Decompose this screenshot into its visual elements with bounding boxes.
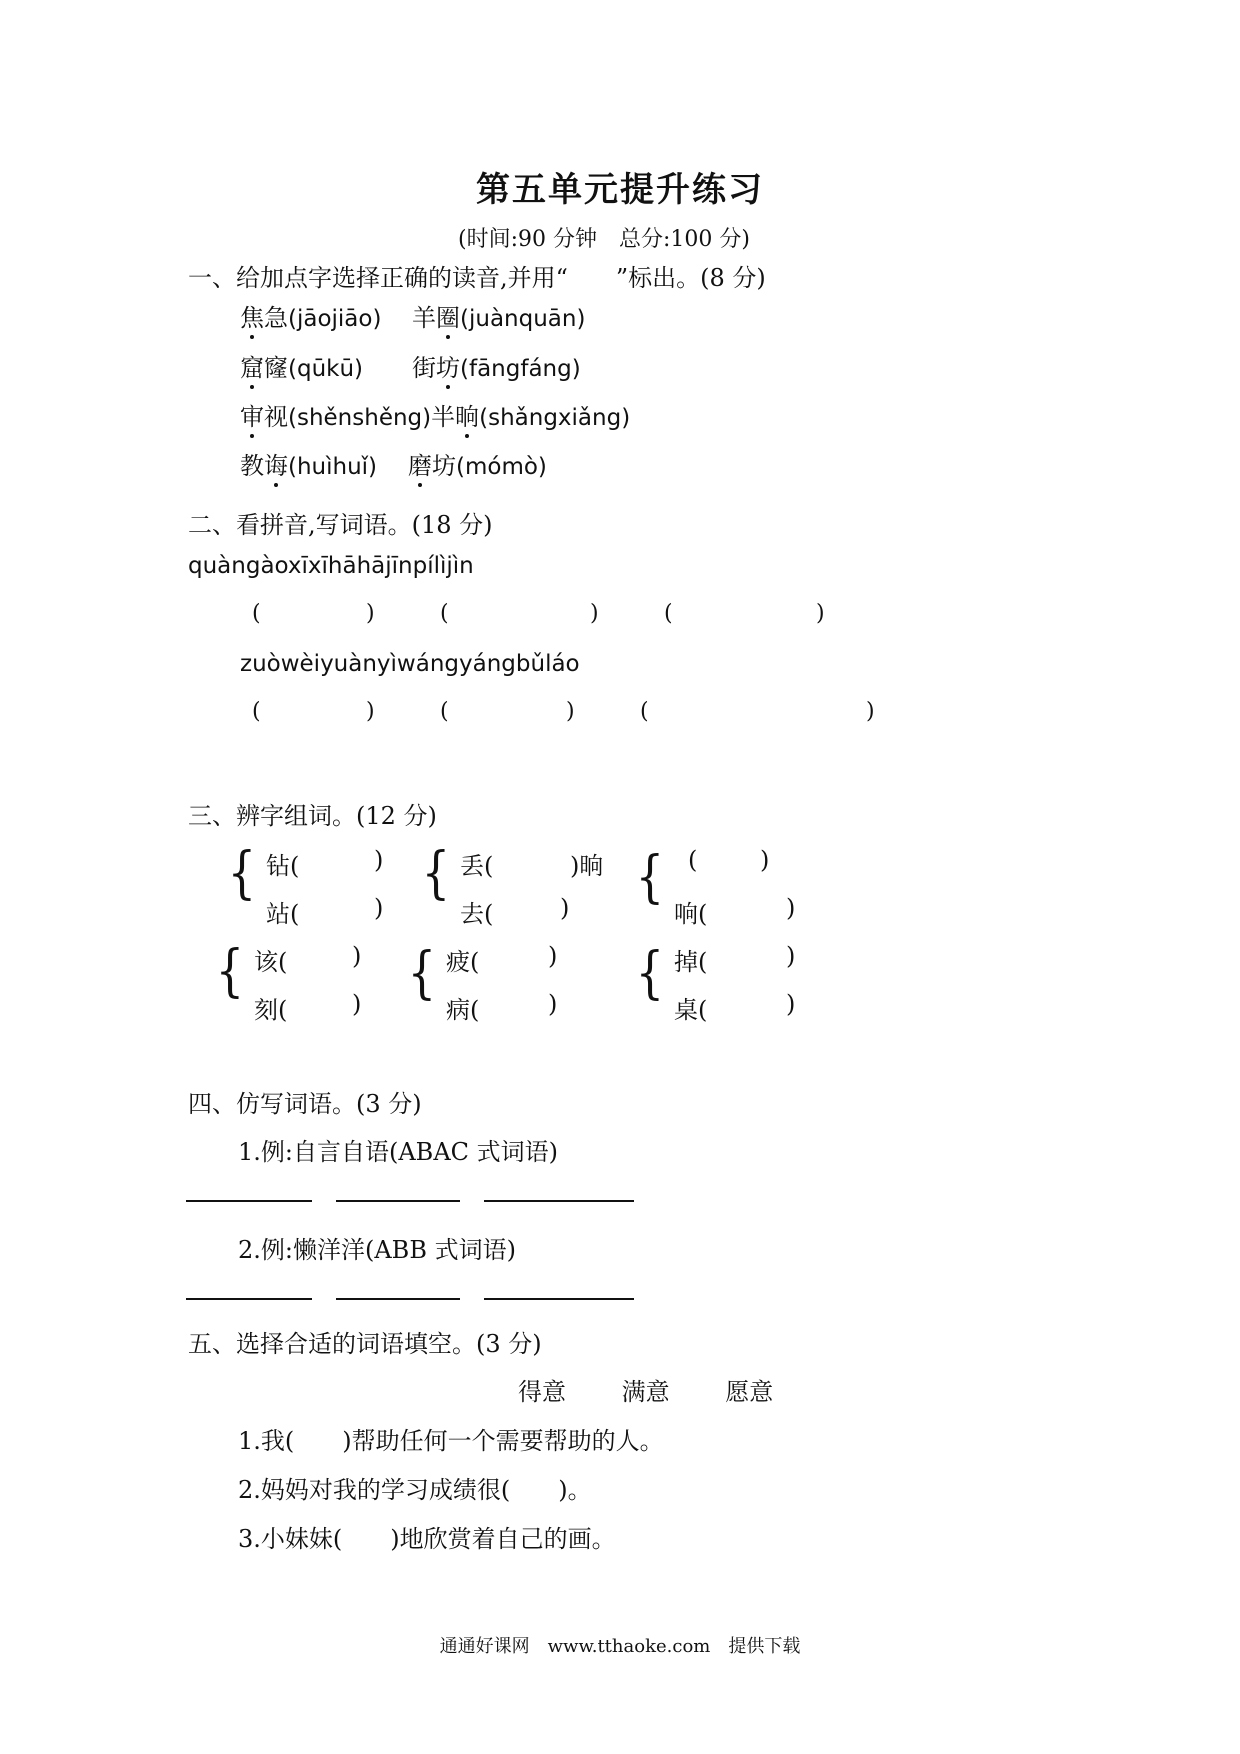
section-4-heading: 四、仿写词语。(3 分) — [188, 1090, 422, 1118]
s1-pinyin: (shěnshěng) — [288, 405, 432, 431]
choice-word: 愿意 — [725, 1378, 774, 1406]
section-5-heading: 五、选择合适的词语填空。(3 分) — [188, 1330, 542, 1358]
pair-a-top — [266, 846, 299, 881]
answer-blank-close: ) — [590, 601, 599, 626]
choice-word: 得意 — [518, 1378, 566, 1406]
answer-blank-open[interactable]: ( — [664, 601, 673, 626]
footer-source: 通通好课网 www.tthaoke.com 提供下载 — [439, 1636, 801, 1657]
pair-c-top-close: ) — [760, 846, 770, 874]
pair-e-bottom: 病( — [446, 996, 480, 1024]
pair-text: 钻( — [266, 852, 300, 880]
pair-a-bottom: 站( — [266, 900, 300, 928]
brace-icon: { — [407, 941, 437, 1006]
answer-blank-close: ) — [366, 601, 375, 626]
s1-row-2b — [412, 348, 581, 383]
section-3-heading: 三、辨字组词。(12 分) — [188, 802, 437, 830]
s1-word: 磨坊 — [408, 452, 456, 480]
pair-a-bottom-close: ) — [374, 894, 384, 922]
pair-f-top-close: ) — [786, 942, 796, 970]
s1-row-4b — [408, 446, 547, 481]
s1-word: 审视 — [240, 403, 288, 431]
fill-question-3: 3.小妹妹( )地欣赏着自己的画。 — [238, 1525, 616, 1553]
s1-row-1 — [240, 298, 381, 333]
pair-f-bottom: 桌( — [674, 996, 708, 1024]
pair-c-bottom-close: ) — [786, 894, 796, 922]
answer-blank-close: ) — [816, 601, 825, 626]
s1-word: 窟窿 — [240, 354, 288, 382]
pair-d-bottom-close: ) — [352, 990, 362, 1018]
answer-blank-open[interactable]: ( — [440, 601, 449, 626]
s1-pinyin: (jāojiāo) — [288, 306, 382, 332]
answer-blank-open[interactable]: ( — [440, 699, 449, 724]
s1-pinyin: (huìhuǐ) — [288, 454, 378, 480]
pair-b-top: 丢( — [460, 852, 494, 880]
s1-row-1b — [412, 298, 585, 333]
brace-icon: { — [635, 845, 665, 910]
pair-f-top: 掉( — [674, 948, 708, 976]
answer-blank-open[interactable]: ( — [640, 699, 649, 724]
s1-word: 焦急 — [240, 304, 288, 332]
page-title: 第五单元提升练习 — [476, 170, 764, 210]
fill-question-2: 2.妈妈对我的学习成绩很( )。 — [238, 1476, 592, 1504]
pair-b-bottom-close: ) — [560, 894, 570, 922]
pair-d-bottom: 刻( — [254, 996, 288, 1024]
answer-line[interactable] — [336, 1298, 460, 1300]
s1-pinyin: (mómò) — [456, 454, 547, 480]
s1-word: 街坊 — [412, 354, 460, 382]
s1-pinyin: (shǎngxiǎng) — [479, 405, 631, 431]
pair-d-top-close: ) — [352, 942, 362, 970]
brace-icon: { — [635, 941, 665, 1006]
s1-row-3 — [240, 397, 630, 432]
pair-c-bottom: 响( — [674, 900, 708, 928]
exam-info: (时间:90 分钟 总分:100 分) — [458, 227, 750, 252]
brace-icon: { — [215, 939, 245, 1004]
answer-line[interactable] — [186, 1200, 312, 1202]
word-choices — [518, 1372, 821, 1407]
s1-word: 羊圈 — [412, 304, 460, 332]
answer-blank-close: ) — [566, 699, 575, 724]
example-1: 1.例:自言自语(ABAC 式词语) — [238, 1138, 559, 1166]
answer-line[interactable] — [186, 1298, 312, 1300]
pair-c-top: ( — [688, 846, 698, 874]
answer-line[interactable] — [336, 1200, 460, 1202]
s1-row-2 — [240, 348, 363, 383]
s1-pinyin: (qūkū) — [288, 356, 364, 382]
pair-e-bottom-close: ) — [548, 990, 558, 1018]
pinyin-line-1: quàngàoxīxīhāhājīnpílìjìn — [188, 553, 474, 579]
pair-b-top-close: )晌 — [570, 852, 604, 880]
answer-blank-open[interactable]: ( — [252, 699, 261, 724]
brace-icon: { — [227, 841, 257, 906]
pair-e-top-close: ) — [548, 942, 558, 970]
answer-blank-close: ) — [366, 699, 375, 724]
s1-row-4 — [240, 446, 377, 481]
example-2: 2.例:懒洋洋(ABB 式词语) — [238, 1236, 516, 1264]
answer-blank-open[interactable]: ( — [252, 601, 261, 626]
answer-line[interactable] — [484, 1200, 634, 1202]
pair-a-top-close: ) — [374, 846, 384, 874]
pair-d-top: 该( — [254, 948, 288, 976]
section-2-heading: 二、看拼音,写词语。(18 分) — [188, 511, 493, 539]
section-1-heading: 一、给加点字选择正确的读音,并用“ ”标出。(8 分) — [188, 264, 766, 292]
fill-question-1: 1.我( )帮助任何一个需要帮助的人。 — [238, 1427, 664, 1455]
brace-icon: { — [421, 841, 451, 906]
answer-line[interactable] — [484, 1298, 634, 1300]
pair-e-top: 疲( — [446, 948, 480, 976]
s1-word: 半晌 — [431, 403, 480, 431]
pair-f-bottom-close: ) — [786, 990, 796, 1018]
pinyin-line-2: zuòwèiyuànyìwángyángbǔláo — [240, 651, 580, 677]
choice-word: 满意 — [621, 1378, 670, 1406]
s1-pinyin: (juànquān) — [460, 306, 586, 332]
s1-pinyin: (fāngfáng) — [460, 356, 581, 382]
answer-blank-close: ) — [866, 699, 875, 724]
pair-b-bottom: 去( — [460, 900, 494, 928]
s1-word: 教诲 — [240, 452, 288, 480]
